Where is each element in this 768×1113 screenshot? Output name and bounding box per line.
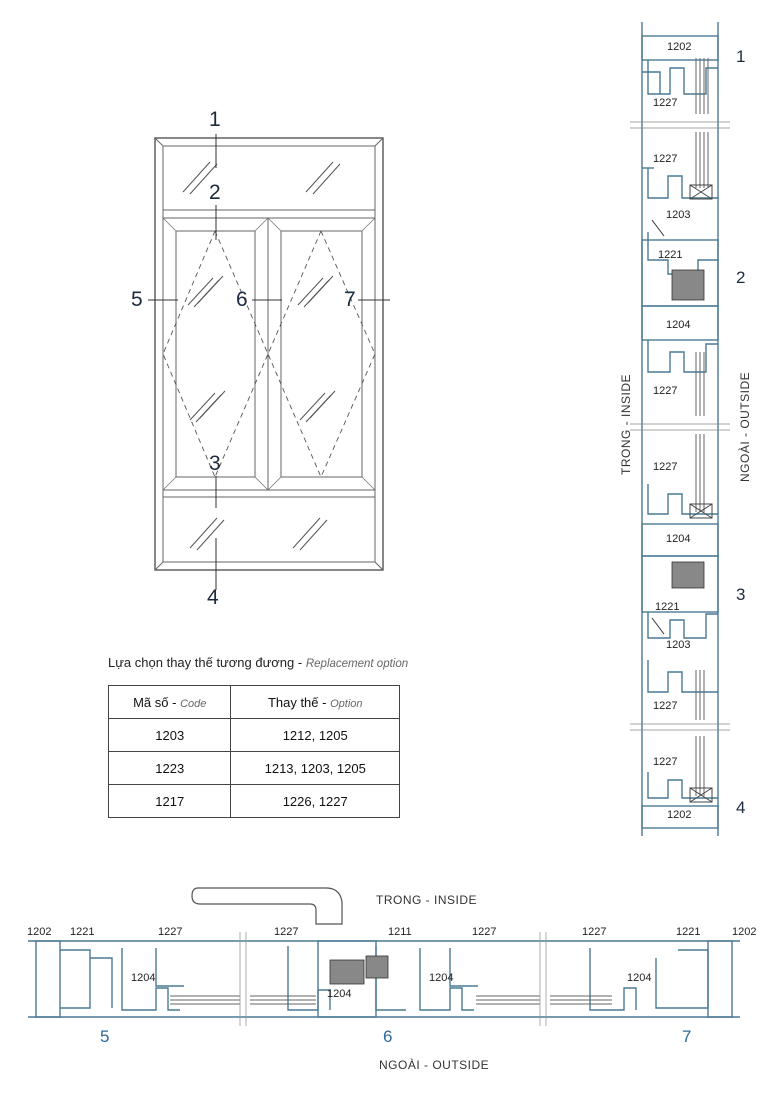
code-1227-a: 1227: [653, 97, 678, 109]
h-code-1204-c: 1204: [429, 972, 454, 984]
h-code-1202-left: 1202: [27, 926, 52, 938]
vertical-inside-label: TRONG - INSIDE: [619, 373, 633, 475]
callout-3: 3: [209, 452, 221, 475]
code-1227-f: 1227: [653, 756, 678, 768]
h-code-1211: 1211: [388, 926, 412, 938]
vertical-outside-label: NGOÀI - OUTSIDE: [738, 371, 752, 482]
cell-code: 1203: [109, 719, 231, 752]
h-code-1204-d: 1204: [627, 972, 652, 984]
section-number-3: 3: [736, 585, 746, 604]
code-1227-d: 1227: [653, 461, 678, 473]
section-number-5: 5: [100, 1027, 110, 1046]
callout-6: 6: [236, 288, 248, 311]
callout-7: 7: [344, 288, 356, 311]
horizontal-inside-label: TRONG - INSIDE: [376, 893, 478, 907]
header-option-vi: Thay thế -: [267, 694, 327, 710]
table-title-vi: Lựa chọn thay thế tương đương -: [108, 655, 303, 670]
h-code-1202-right: 1202: [732, 926, 757, 938]
section-number-4: 4: [736, 798, 746, 817]
code-1203-a: 1203: [666, 209, 691, 221]
code-1202-top: 1202: [667, 41, 692, 53]
callout-5: 5: [131, 288, 143, 311]
h-code-1221-right: 1221: [676, 926, 701, 938]
table-title-en: Replacement option: [305, 658, 409, 670]
cell-option: 1213, 1203, 1205: [231, 752, 400, 785]
h-code-1227-c: 1227: [472, 926, 497, 938]
h-code-1204-a: 1204: [131, 972, 156, 984]
callout-4: 4: [207, 586, 219, 609]
h-code-1227-d: 1227: [582, 926, 607, 938]
section-number-1: 1: [736, 47, 746, 66]
horizontal-outside-label: NGOÀI - OUTSIDE: [379, 1058, 490, 1072]
code-1203-b: 1203: [666, 639, 691, 651]
code-1204-b: 1204: [666, 533, 691, 545]
cell-option: 1212, 1205: [231, 719, 400, 752]
header-code-vi: Mã số -: [133, 694, 177, 710]
section-number-2: 2: [736, 268, 746, 287]
header-code-en: Code: [180, 697, 207, 710]
section-number-7: 7: [682, 1027, 692, 1046]
callout-1: 1: [209, 108, 221, 131]
cell-code: 1223: [109, 752, 231, 785]
code-1227-b: 1227: [653, 153, 678, 165]
h-code-1221-left: 1221: [70, 926, 95, 938]
code-1204-a: 1204: [666, 319, 691, 331]
h-code-1227-a: 1227: [158, 926, 183, 938]
code-1221-a: 1221: [658, 249, 683, 261]
header-option-en: Option: [330, 697, 363, 710]
code-1202-bottom: 1202: [667, 809, 692, 821]
h-code-1227-b: 1227: [274, 926, 299, 938]
code-1221-b: 1221: [655, 601, 680, 613]
section-number-6: 6: [383, 1027, 393, 1046]
code-1227-e: 1227: [653, 700, 678, 712]
callout-2: 2: [209, 181, 221, 204]
cell-code: 1217: [109, 785, 231, 818]
code-1227-c: 1227: [653, 385, 678, 397]
h-code-1204-b: 1204: [327, 988, 352, 1000]
cell-option: 1226, 1227: [231, 785, 400, 818]
